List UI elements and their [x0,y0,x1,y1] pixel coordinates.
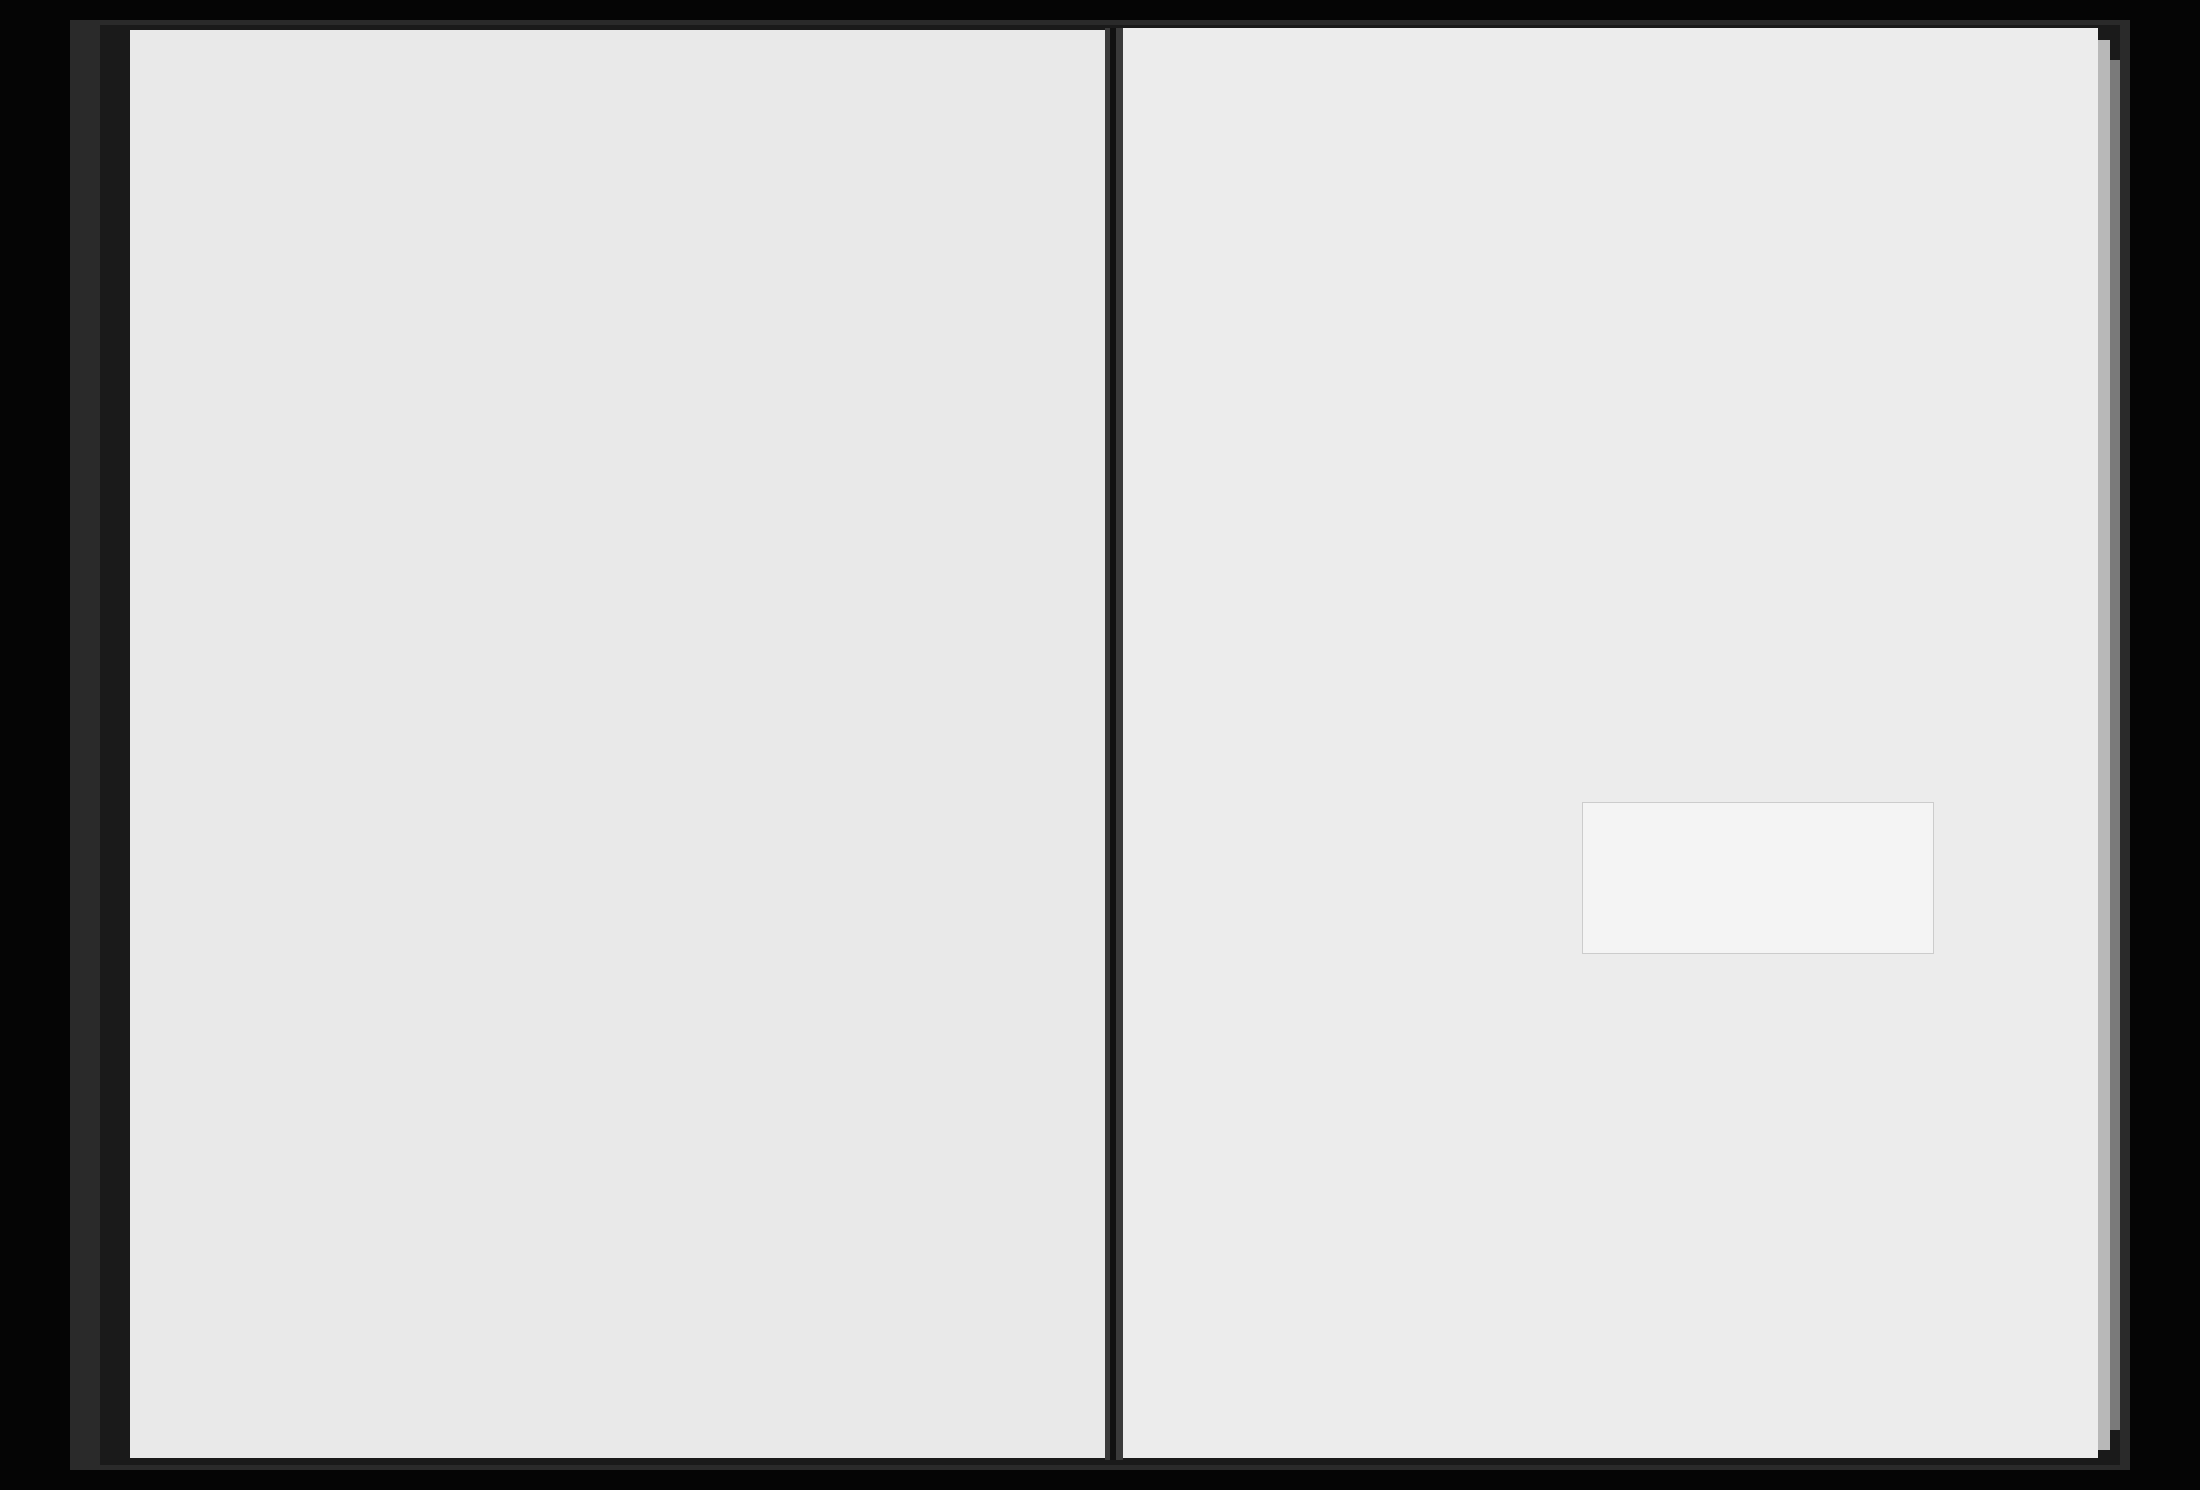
header-catechism-hearings [828,112,854,232]
right-page [1118,28,2098,1458]
left-page [130,30,1110,1458]
header-reading [625,112,651,222]
sticky-note [1582,802,1934,954]
